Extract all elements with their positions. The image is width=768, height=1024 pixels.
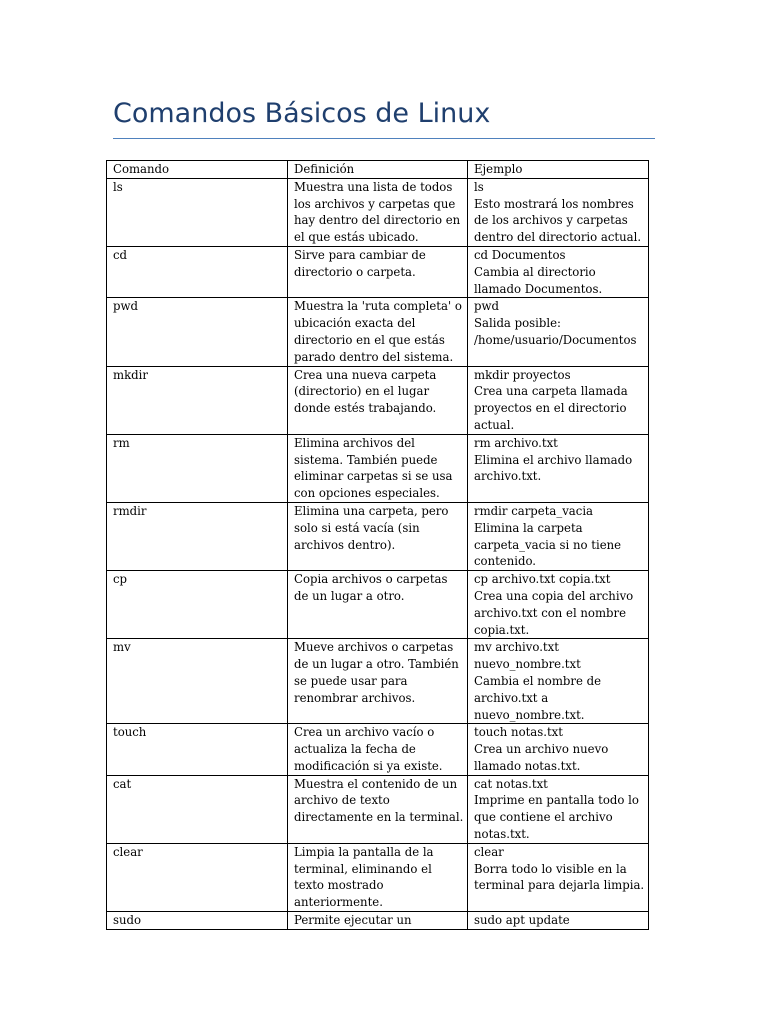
table-row: [107, 298, 649, 366]
command-cell: rm: [107, 434, 288, 502]
example-line: Crea una carpeta llamada proyectos en el directorio actual.: [474, 384, 628, 432]
definition-cell: Permite ejecutar un: [288, 912, 468, 930]
example-line: pwd: [474, 299, 499, 314]
example-line: clear: [474, 844, 504, 859]
header-definicion: Definición: [288, 161, 468, 179]
example-line: Elimina la carpeta carpeta_vacia si no tiene contenido.: [474, 520, 622, 569]
header-ejemplo: Ejemplo: [468, 161, 649, 179]
table-row: [107, 502, 649, 570]
definition-cell: Limpia la pantalla de la terminal, eliminando el texto mostrado anteriormente.: [288, 843, 468, 911]
example-cell: [468, 724, 649, 775]
example-cell: [468, 502, 649, 570]
definition-cell: Muestra el contenido de un archivo de texto directamente en la terminal.: [288, 775, 468, 843]
example-line: cd Documentos: [474, 247, 566, 262]
example-line: rm archivo.txt: [474, 435, 558, 450]
example-line: Cambia el nombre de archivo.txt a nuevo_nombre.txt.: [474, 673, 602, 722]
example-cell: [468, 246, 649, 297]
table-row: [107, 912, 649, 930]
example-cell: [468, 434, 649, 502]
example-line: rmdir carpeta_vacia: [474, 503, 594, 518]
table-row: [107, 843, 649, 911]
example-line: /home/usuario/Documentos: [474, 332, 637, 347]
command-cell: cat: [107, 775, 288, 843]
definition-cell: Elimina una carpeta, pero solo si está vacía (sin archivos dentro).: [288, 502, 468, 570]
example-cell: [468, 775, 649, 843]
table-row: [107, 724, 649, 775]
command-cell: pwd: [107, 298, 288, 366]
example-line: mv archivo.txt nuevo_nombre.txt: [474, 640, 581, 672]
example-line: Imprime en pantalla todo lo que contiene el archivo notas.txt.: [474, 793, 639, 842]
table-row: [107, 434, 649, 502]
command-cell: sudo: [107, 912, 288, 930]
example-line: Crea un archivo nuevo llamado notas.txt.: [474, 742, 609, 773]
definition-cell: Muestra una lista de todos los archivos y carpetas que hay dentro del directorio en el que estás ubicado.: [288, 178, 468, 246]
table-header-row: [107, 161, 649, 179]
example-line: Esto mostrará los nombres de los archivos y carpetas dentro del directorio actual.: [474, 196, 642, 245]
example-line: Borra todo lo visible en la terminal para dejarla limpia.: [474, 861, 645, 893]
table-row: [107, 639, 649, 724]
example-line: touch notas.txt: [474, 725, 563, 740]
example-line: sudo apt update: [474, 913, 570, 928]
table-row: [107, 246, 649, 297]
example-cell: [468, 912, 649, 930]
table-row: [107, 775, 649, 843]
example-line: cp archivo.txt copia.txt: [474, 572, 611, 587]
definition-cell: Sirve para cambiar de directorio o carpeta.: [288, 246, 468, 297]
page-title: Comandos Básicos de Linux: [113, 98, 491, 129]
command-cell: cp: [107, 571, 288, 639]
command-cell: cd: [107, 246, 288, 297]
example-line: Crea una copia del archivo archivo.txt con el nombre copia.txt.: [474, 588, 634, 637]
example-line: cat notas.txt: [474, 776, 548, 791]
command-cell: mv: [107, 639, 288, 724]
example-cell: [468, 366, 649, 434]
table-row: [107, 178, 649, 246]
table-row: [107, 571, 649, 639]
command-cell: clear: [107, 843, 288, 911]
example-cell: [468, 571, 649, 639]
title-divider: [113, 138, 655, 139]
definition-cell: Mueve archivos o carpetas de un lugar a otro. También se puede usar para renombrar archivos.: [288, 639, 468, 724]
command-cell: rmdir: [107, 502, 288, 570]
header-comando: Comando: [107, 161, 288, 179]
definition-cell: Crea una nueva carpeta (directorio) en el lugar donde estés trabajando.: [288, 366, 468, 434]
commands-table: [106, 160, 649, 930]
example-cell: [468, 843, 649, 911]
commands-table-body: [107, 161, 649, 930]
example-line: mkdir proyectos: [474, 367, 571, 382]
example-line: Salida posible:: [474, 316, 561, 331]
example-line: Elimina el archivo llamado archivo.txt.: [474, 452, 633, 484]
command-cell: ls: [107, 178, 288, 246]
table-row: [107, 366, 649, 434]
example-line: ls: [474, 179, 484, 194]
definition-cell: Copia archivos o carpetas de un lugar a otro.: [288, 571, 468, 639]
example-cell: [468, 639, 649, 724]
definition-cell: Muestra la 'ruta completa' o ubicación exacta del directorio en el que estás parado dentro del sistema.: [288, 298, 468, 366]
command-cell: mkdir: [107, 366, 288, 434]
definition-cell: Elimina archivos del sistema. También puede eliminar carpetas si se usa con opciones especiales.: [288, 434, 468, 502]
example-cell: [468, 178, 649, 246]
example-line: Cambia al directorio llamado Documentos.: [474, 264, 603, 296]
definition-cell: Crea un archivo vacío o actualiza la fecha de modificación si ya existe.: [288, 724, 468, 775]
command-cell: touch: [107, 724, 288, 775]
example-cell: [468, 298, 649, 366]
